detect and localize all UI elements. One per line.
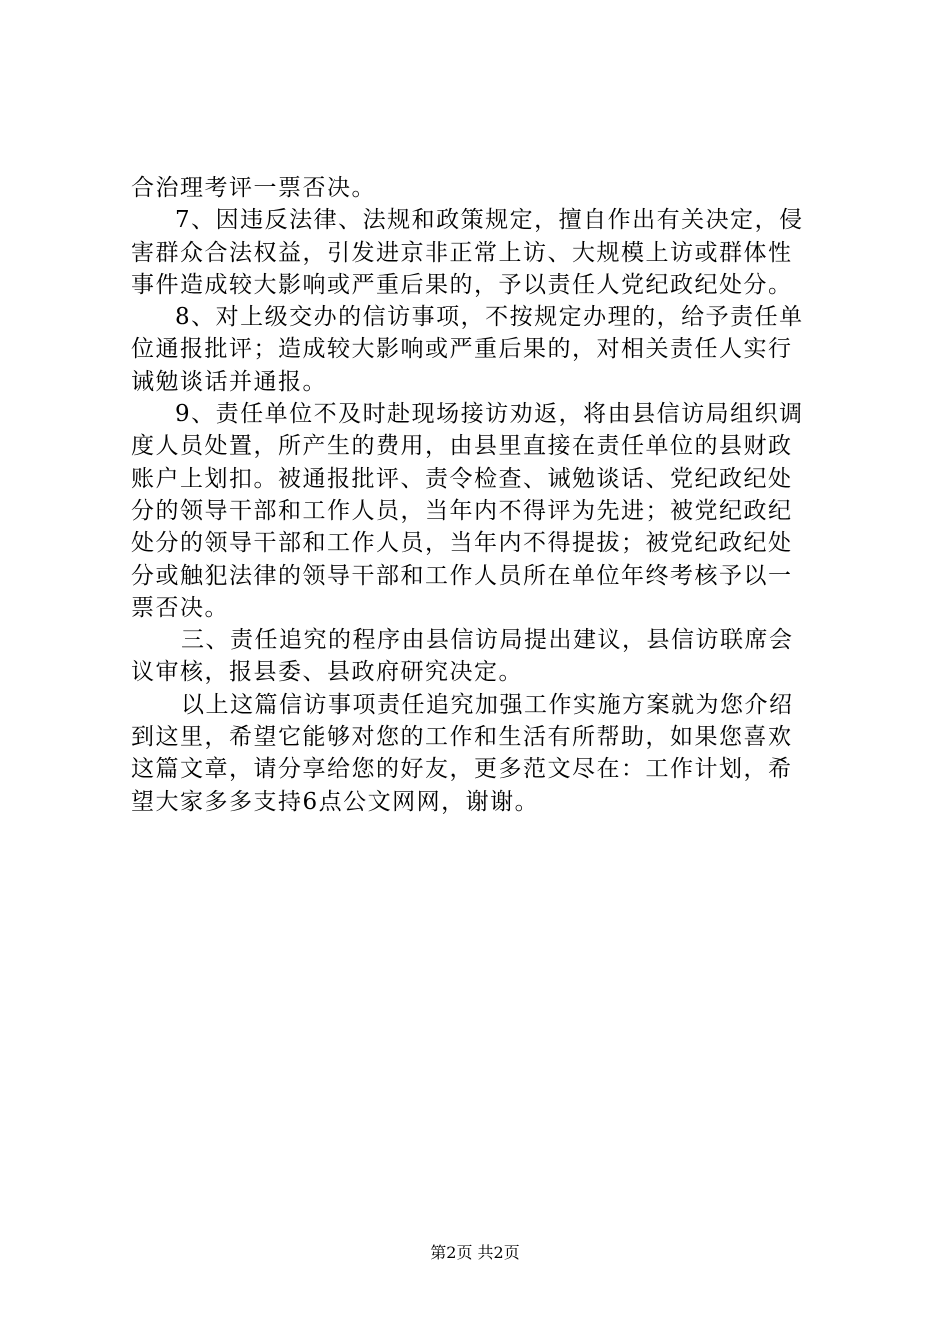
text-line: 位通报批评；造成较大影响或严重后果的，对相关责任人实行 [131, 336, 793, 363]
text-line: 诫勉谈话并通报。 [131, 368, 327, 395]
text-line: 度人员处置，所产生的费用，由县里直接在责任单位的县财政 [131, 433, 793, 460]
text-line: 票否决。 [131, 594, 229, 621]
text-line: 到这里，希望它能够对您的工作和生活有所帮助，如果您喜欢 [131, 724, 793, 751]
text-line: 合治理考评一票否决。 [131, 175, 376, 201]
text-line: 账户上划扣。被通报批评、责令检查、诫勉谈话、党纪政纪处 [131, 465, 793, 492]
text-line: 9、责任单位不及时赴现场接访劝返，将由县信访局组织调 [175, 401, 804, 428]
text-line: 分的领导干部和工作人员，当年内不得评为先进；被党纪政纪 [131, 497, 793, 524]
page-number-footer: 第2页 共2页 [430, 1243, 520, 1262]
text-line: 望大家多多支持6点公文网网，谢谢。 [131, 788, 540, 815]
text-line: 分或触犯法律的领导干部和工作人员所在单位年终考核予以一 [131, 562, 793, 589]
text-line: 害群众合法权益，引发进京非正常上访、大规模上访或群体性 [131, 239, 793, 266]
document-body [131, 172, 831, 818]
text-line: 这篇文章，请分享给您的好友，更多范文尽在：工作计划，希 [131, 756, 793, 783]
text-line: 7、因违反法律、法规和政策规定，擅自作出有关决定，侵 [175, 207, 804, 234]
text-line: 议审核，报县委、县政府研究决定。 [131, 659, 523, 686]
text-line: 以上这篇信访事项责任追究加强工作实施方案就为您介绍 [181, 691, 794, 718]
text-line: 处分的领导干部和工作人员，当年内不得提拔；被党纪政纪处 [131, 530, 793, 557]
text-line: 三、责任追究的程序由县信访局提出建议，县信访联席会 [181, 627, 794, 654]
text-line: 事件造成较大影响或严重后果的，予以责任人党纪政纪处分。 [131, 271, 793, 298]
text-line: 8、对上级交办的信访事项，不按规定办理的，给予责任单 [175, 304, 804, 331]
